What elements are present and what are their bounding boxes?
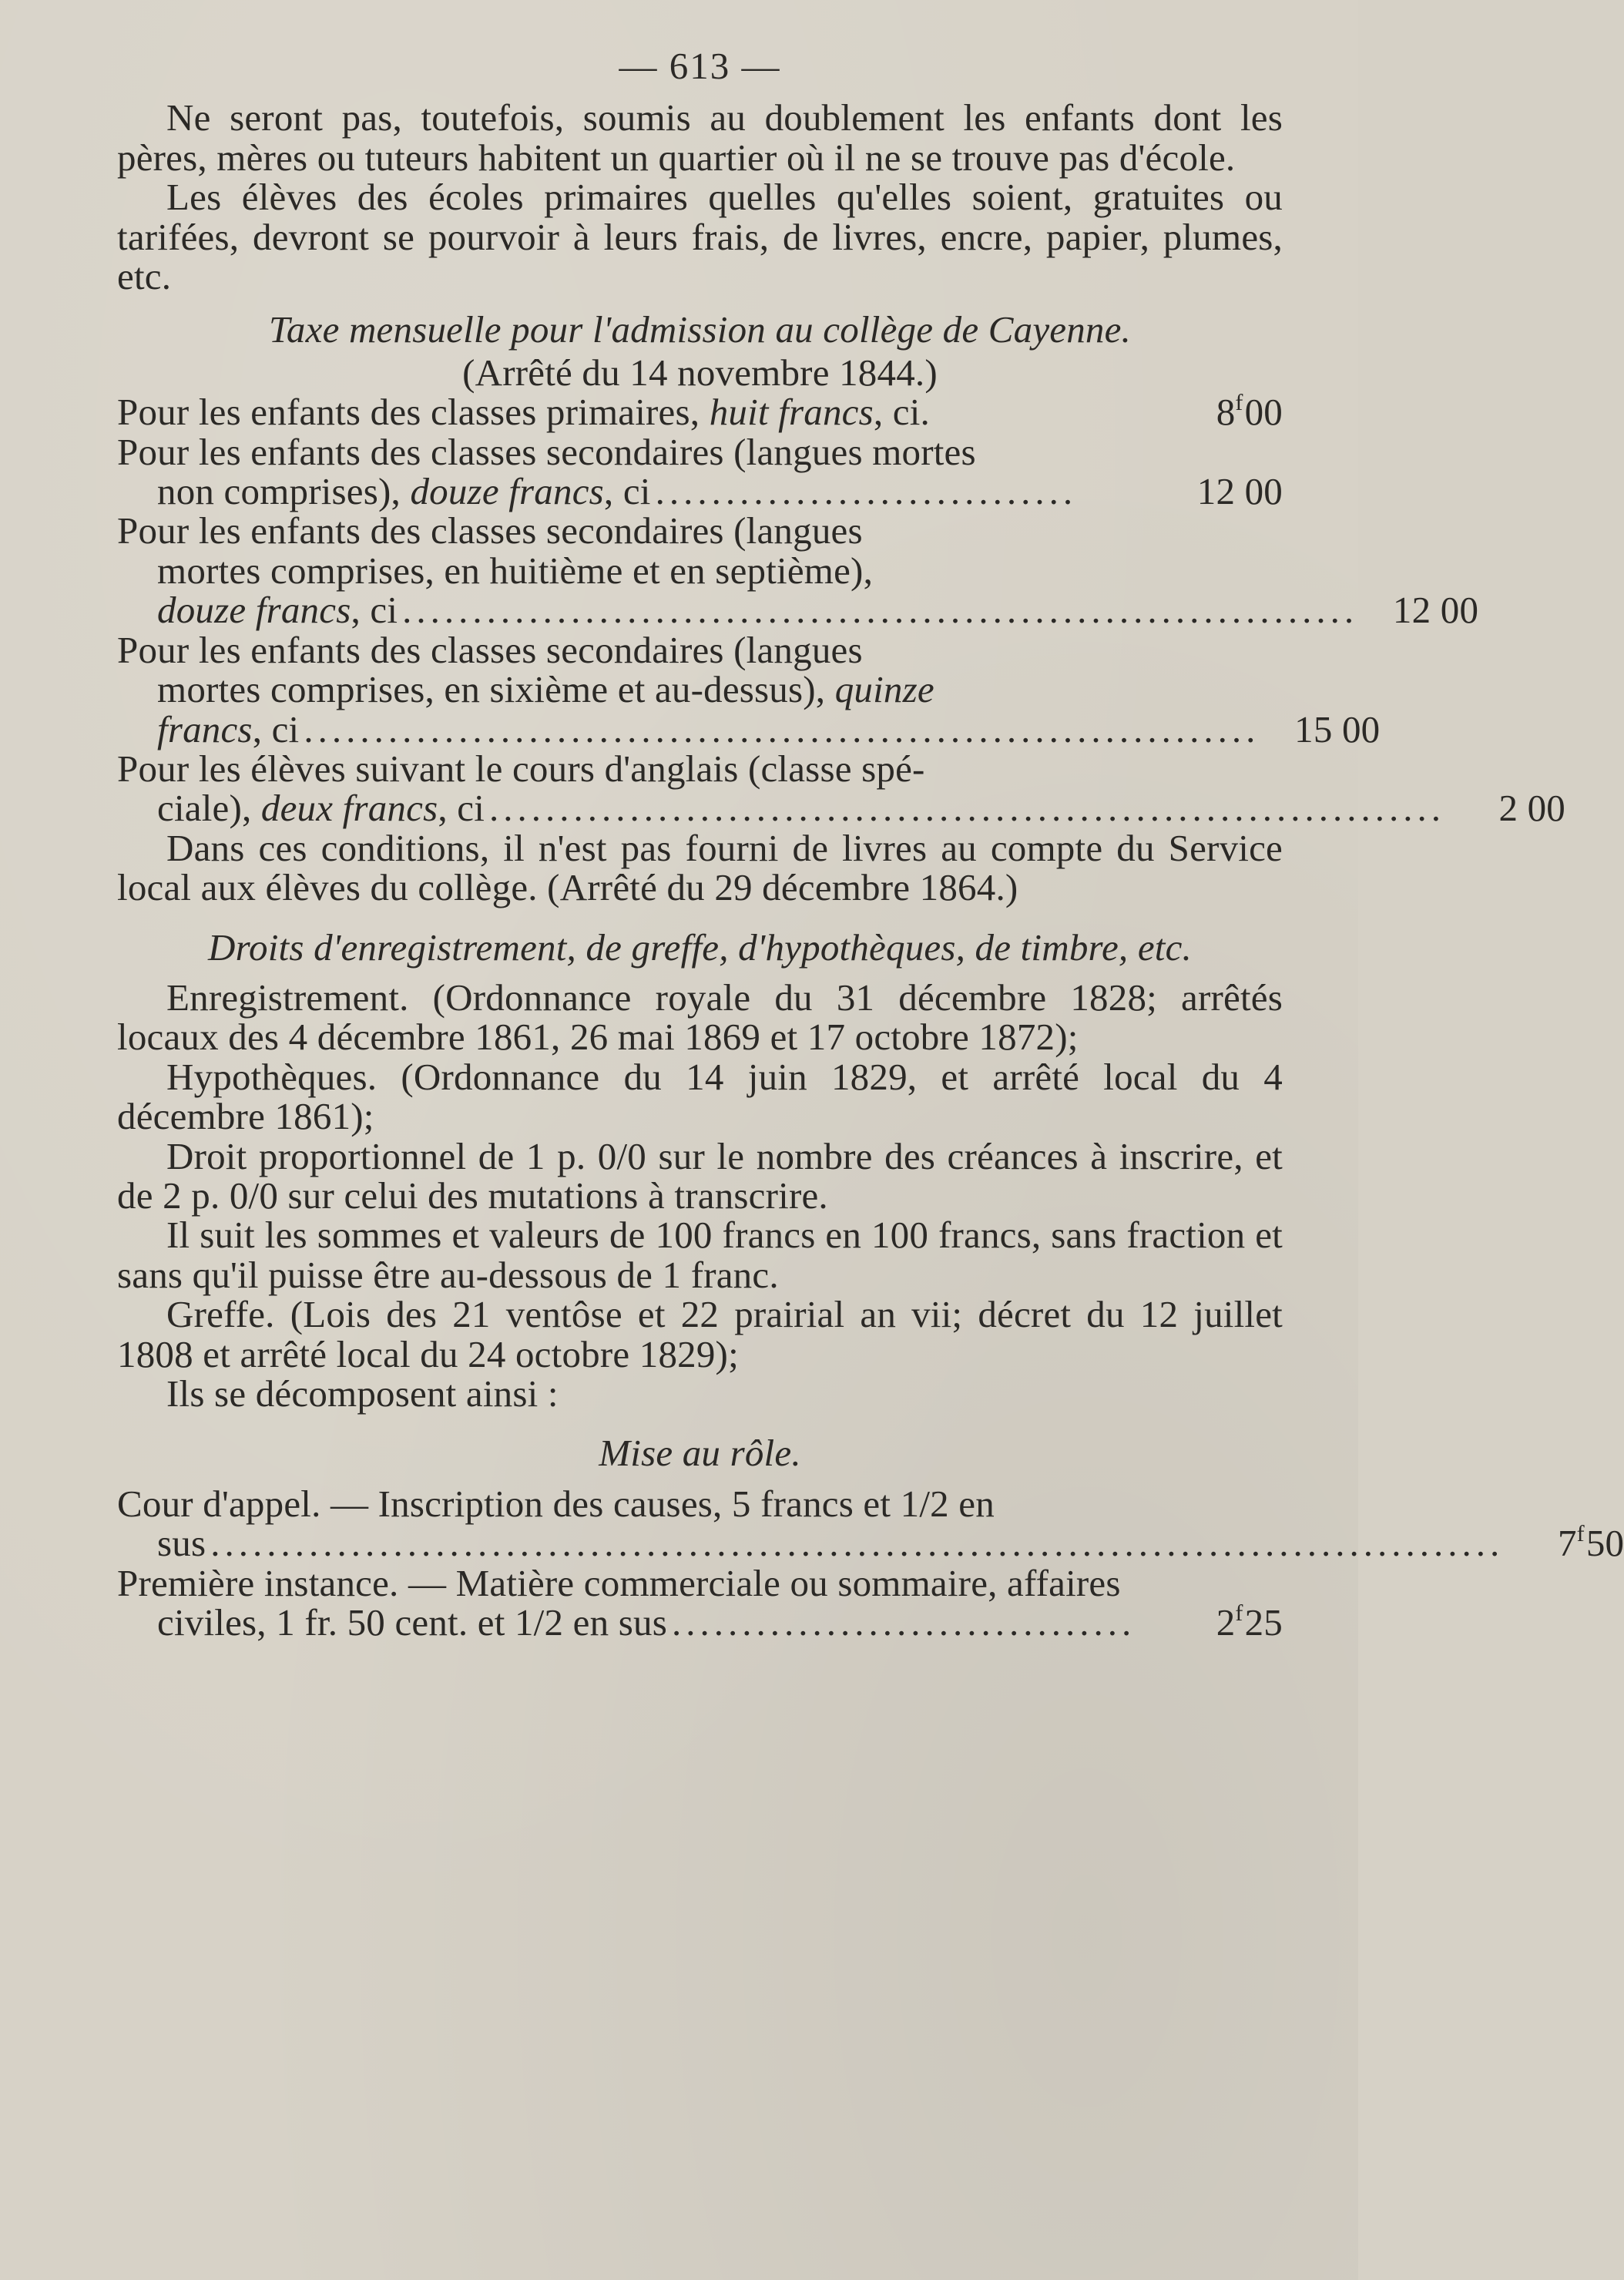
heading-droits: Droits d'enregistrement, de greffe, d'hypothèques, de timbre, etc. xyxy=(207,925,1192,969)
fee-amount: 2$^f$25 xyxy=(1216,1600,1283,1644)
paragraph-hypotheques: Hypothèques. (Ordonnance du 14 juin 1829, et arrêté local du 4 décembre 1861); xyxy=(117,1055,1283,1138)
tax-item-line: Pour les élèves suivant le cours d'anglais (classe spé- xyxy=(117,747,925,790)
leader-dots: .................................................................... xyxy=(402,589,1359,632)
tax-item-line: mortes comprises, en huitième et en septième), xyxy=(157,549,874,592)
fee-line: Cour d'appel. — Inscription des causes, 5 francs et 1/2 en xyxy=(117,1482,995,1525)
tax-item-text: Pour les enfants des classes primaires, xyxy=(117,391,710,434)
fee-premiere-instance xyxy=(117,1563,1283,1643)
tax-item-amount: 15 00 xyxy=(1294,707,1381,750)
arrete-1844: (Arrêté du 14 novembre 1844.) xyxy=(462,351,938,394)
tax-item-huitieme-septieme: Pour les enfants des classes secondaires (langues mortes comprises, en huitième et en septième), douze francs, ci .................................................................... 12 00 xyxy=(117,509,1479,632)
leader-dots: ............................................................................................ xyxy=(210,1522,1505,1565)
fee-cour-appel xyxy=(117,1482,1624,1565)
paragraph-enregistrement: Enregistrement. (Ordonnance royale du 31 décembre 1828; arrêtés locaux des 4 décembre 1861, 26 mai 1869 et 17 octobre 1872); xyxy=(117,975,1283,1059)
paragraph-sommes-valeurs: Il suit les sommes et valeurs de 100 francs en 100 francs, sans fraction et sans qu'il puisse être au-dessous de 1 franc. xyxy=(117,1214,1283,1296)
tax-item-price-words: douze francs xyxy=(157,589,351,632)
tax-item-amount: 2 00 xyxy=(1498,787,1566,830)
page-number: — 613 — xyxy=(619,45,781,87)
tax-item-line: Pour les enfants des classes secondaires (langues xyxy=(117,509,863,552)
tax-item-primaires xyxy=(117,389,1283,434)
page-text xyxy=(117,45,1624,1644)
leader-dots: .................................................................... xyxy=(489,787,1446,830)
leader-dots: ................................. xyxy=(671,1601,1136,1644)
paragraph-fournitures: Les élèves des écoles primaires quelles qu'elles soient, gratuites ou tarifées, devront se pourvoir à leurs frais, de livres, encre, papier, plumes, etc. xyxy=(117,176,1283,298)
fee-line: Première instance. — Matière commerciale ou sommaire, affaires xyxy=(117,1561,1121,1604)
tax-item-secondaires-sans-langues: Pour les enfants des classes secondaires (langues mortes non comprises), douze francs, ci .............................. 12 00 xyxy=(117,430,1283,513)
tax-item-price-words: deux francs xyxy=(260,787,438,830)
tax-item-price-words: quinze xyxy=(834,668,934,711)
fee-amount: 7$^f$50 xyxy=(1557,1520,1624,1565)
heading-taxe-mensuelle: Taxe mensuelle pour l'admission au collège de Cayenne. xyxy=(268,308,1132,351)
tax-item-price-words: huit francs xyxy=(709,391,874,434)
tax-item-price-words: douze francs xyxy=(410,470,604,513)
fee-line: sus xyxy=(157,1522,206,1565)
tax-item-amount: 8$^f$00 xyxy=(1216,389,1283,434)
heading-mise-au-role: Mise au rôle. xyxy=(599,1432,801,1475)
tax-item-amount: 12 00 xyxy=(1196,470,1283,513)
paragraph-greffe: Greffe. (Lois des 21 ventôse et 22 prairial an vii; décret du 12 juillet 1808 et arrêté local du 24 octobre 1829); xyxy=(117,1293,1283,1375)
tax-item-line: Pour les enfants des classes secondaires (langues mortes xyxy=(117,430,976,473)
paragraph-droit-proportionnel: Droit proportionnel de 1 p. 0/0 sur le nombre des créances à inscrire, et de 2 p. 0/0 sur celui des mutations à transcrire. xyxy=(117,1134,1283,1217)
tax-item-line: Pour les enfants des classes secondaires (langues xyxy=(117,628,863,671)
tax-item-amount: 12 00 xyxy=(1392,589,1479,632)
leader-dots: .............................. xyxy=(655,470,1078,513)
paragraph-decomposition: Ils se décomposent ainsi : xyxy=(166,1372,559,1415)
tax-item-ci: , ci. xyxy=(873,391,930,434)
paragraph-doublement: Ne seront pas, toutefois, soumis au doublement les enfants dont les pères, mères ou tuteurs habitent un quartier où il ne se trouve pas d'école. xyxy=(117,96,1283,179)
fee-line: civiles, 1 fr. 50 cent. et 1/2 en sus xyxy=(157,1601,667,1644)
paragraph-livres-college: Dans ces conditions, il n'est pas fourni de livres au compte du Service local aux élèves du collège. (Arrêté du 29 décembre 1864.) xyxy=(117,826,1283,909)
tax-item-anglais: Pour les élèves suivant le cours d'anglais (classe spé- ciale), deux francs, ci .................................................................... 2 00 xyxy=(117,747,1566,830)
tax-item-sixieme-et-dessus: Pour les enfants des classes secondaires (langues mortes comprises, en sixième et au-dessus), quinze francs, ci .................................................................... 15 00 xyxy=(117,628,1381,750)
leader-dots: .................................................................... xyxy=(304,707,1260,750)
